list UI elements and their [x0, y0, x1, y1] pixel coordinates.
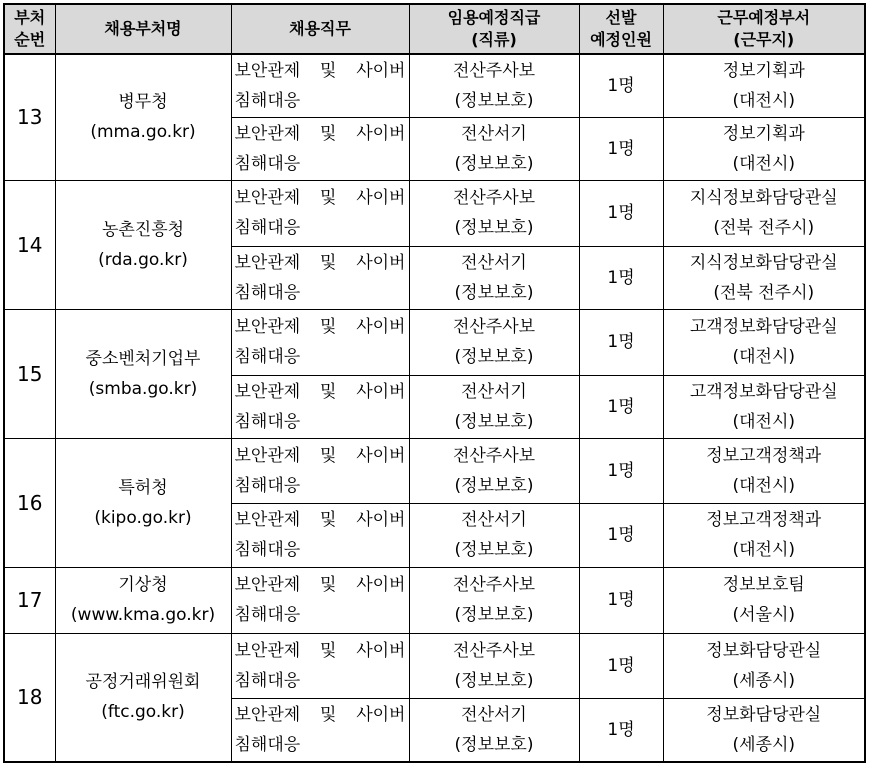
duty-cell — [231, 180, 409, 246]
agency-name-cell — [55, 567, 231, 633]
agency-order: 14 — [4, 180, 55, 309]
agency-website: (smba.go.kr) — [88, 378, 198, 399]
duty-word: 보안관제 — [234, 704, 301, 725]
agency-order: 16 — [4, 438, 55, 567]
grade-cell — [409, 180, 579, 246]
duty-word: 및 — [319, 704, 337, 725]
duty-line2: 침해대응 — [234, 153, 301, 174]
agency-website: (rda.go.kr) — [98, 249, 188, 270]
duty-word: 사이버 — [356, 510, 406, 530]
duty-word: 보안관제 — [234, 445, 301, 466]
department-cell — [663, 503, 865, 567]
duty-word: 및 — [319, 60, 337, 81]
grade-cell — [409, 438, 579, 503]
department: 정보보호팀 — [722, 575, 805, 595]
grade: 전산서기 — [461, 510, 527, 530]
duty-cell — [231, 438, 409, 503]
duty-cell — [231, 246, 409, 309]
grade: 전산서기 — [461, 123, 527, 144]
duty-line2: 침해대응 — [234, 218, 301, 238]
table-body — [4, 54, 865, 762]
agency-name: 기상청 — [118, 575, 168, 595]
duty-word: 사이버 — [356, 381, 406, 402]
job-series: (정보보호) — [454, 734, 534, 755]
duty-word: 보안관제 — [234, 317, 301, 337]
duty-word: 및 — [319, 123, 337, 144]
duty-word: 사이버 — [356, 188, 406, 208]
grade-cell — [409, 375, 579, 438]
duty-word: 보안관제 — [234, 252, 301, 273]
duty-word: 및 — [319, 381, 337, 402]
table-row — [4, 54, 865, 117]
job-series: (정보보호) — [454, 605, 534, 625]
grade-cell — [409, 633, 579, 698]
duty-cell — [231, 633, 409, 698]
department-cell — [663, 246, 865, 309]
department: 정보고객정책과 — [706, 445, 822, 466]
hiring-count: 1명 — [579, 567, 663, 633]
agency-website: (www.kma.go.kr) — [70, 605, 216, 625]
duty-line2: 침해대응 — [234, 734, 301, 755]
duty-line2: 침해대응 — [234, 540, 301, 560]
table-row — [4, 180, 865, 246]
department-cell — [663, 698, 865, 762]
grade: 전산서기 — [461, 381, 527, 402]
job-series: (정보보호) — [454, 282, 534, 303]
agency-order: 15 — [4, 309, 55, 438]
duty-line2: 침해대응 — [234, 347, 301, 367]
duty-word: 및 — [319, 445, 337, 466]
hiring-count: 1명 — [579, 54, 663, 117]
duty-word: 보안관제 — [234, 575, 301, 595]
duty-line2: 침해대응 — [234, 282, 301, 303]
duty-line2: 침해대응 — [234, 475, 301, 496]
grade-cell — [409, 246, 579, 309]
work-location: (대전시) — [732, 540, 796, 560]
duty-word: 보안관제 — [234, 640, 301, 661]
department: 고객정보화담당관실 — [689, 381, 838, 402]
grade-cell — [409, 54, 579, 117]
duty-word: 사이버 — [356, 445, 406, 466]
job-series: (정보보호) — [454, 218, 534, 238]
duty-word: 및 — [319, 510, 337, 530]
work-location: (세종시) — [732, 734, 796, 755]
work-location: (대전시) — [732, 475, 796, 496]
header-duty: 채용직무 — [231, 4, 409, 54]
table-row — [4, 633, 865, 698]
department: 고객정보화담당관실 — [689, 317, 838, 337]
hiring-count: 1명 — [579, 633, 663, 698]
agency-order: 17 — [4, 567, 55, 633]
duty-cell — [231, 309, 409, 375]
department-cell — [663, 567, 865, 633]
table-header-row — [4, 4, 865, 54]
grade: 전산주사보 — [452, 317, 536, 337]
grade-cell — [409, 698, 579, 762]
table-row — [4, 438, 865, 503]
agency-website: (mma.go.kr) — [90, 122, 196, 143]
duty-word: 및 — [319, 575, 337, 595]
grade: 전산서기 — [461, 704, 527, 725]
duty-word: 사이버 — [356, 704, 406, 725]
agency-name-cell — [55, 180, 231, 309]
work-location: (대전시) — [732, 347, 796, 367]
agency-website: (kipo.go.kr) — [94, 507, 192, 528]
hiring-count: 1명 — [579, 438, 663, 503]
agency-name-cell — [55, 54, 231, 180]
table-row — [4, 309, 865, 375]
duty-word: 보안관제 — [234, 381, 301, 402]
header-agency: 채용부처명 — [55, 4, 231, 54]
hiring-count: 1명 — [579, 180, 663, 246]
grade: 전산서기 — [461, 252, 527, 273]
grade: 전산주사보 — [452, 640, 536, 661]
department-cell — [663, 633, 865, 698]
agency-name: 특허청 — [118, 477, 168, 498]
department-cell — [663, 117, 865, 180]
agency-name: 병무청 — [118, 92, 168, 113]
agency-order: 18 — [4, 633, 55, 762]
grade: 전산주사보 — [452, 60, 536, 81]
header-department: 근무예정부서 (근무지) — [663, 4, 865, 54]
hiring-count: 1명 — [579, 117, 663, 180]
agency-name: 중소벤처기업부 — [85, 348, 201, 369]
header-order: 부처 순번 — [4, 4, 55, 54]
duty-word: 보안관제 — [234, 123, 301, 144]
job-series: (정보보호) — [454, 540, 534, 560]
header-grade: 임용예정직급 (직류) — [409, 4, 579, 54]
grade: 전산주사보 — [452, 188, 536, 208]
duty-word: 보안관제 — [234, 510, 301, 530]
hiring-count: 1명 — [579, 375, 663, 438]
hiring-count: 1명 — [579, 698, 663, 762]
department: 정보화담당관실 — [706, 704, 822, 725]
work-location: (세종시) — [732, 670, 796, 691]
duty-word: 사이버 — [356, 123, 406, 144]
duty-word: 사이버 — [356, 60, 406, 81]
work-location: (서울시) — [732, 605, 796, 625]
work-location: (대전시) — [732, 411, 796, 432]
grade-cell — [409, 309, 579, 375]
grade-cell — [409, 503, 579, 567]
agency-name-cell — [55, 309, 231, 438]
department-cell — [663, 54, 865, 117]
department-cell — [663, 309, 865, 375]
department: 정보화담당관실 — [706, 640, 822, 661]
duty-cell — [231, 567, 409, 633]
duty-cell — [231, 503, 409, 567]
duty-word: 보안관제 — [234, 60, 301, 81]
agency-order: 13 — [4, 54, 55, 180]
agency-name: 공정거래위원회 — [85, 672, 201, 693]
duty-word: 및 — [319, 252, 337, 273]
grade-cell — [409, 117, 579, 180]
hiring-count: 1명 — [579, 309, 663, 375]
work-location: (전북 전주시) — [713, 218, 815, 238]
job-series: (정보보호) — [454, 90, 534, 111]
job-series: (정보보호) — [454, 347, 534, 367]
department-cell — [663, 438, 865, 503]
duty-word: 사이버 — [356, 252, 406, 273]
agency-name-cell — [55, 633, 231, 762]
duty-line2: 침해대응 — [234, 605, 301, 625]
work-location: (대전시) — [732, 153, 796, 174]
duty-word: 및 — [319, 317, 337, 337]
job-series: (정보보호) — [454, 411, 534, 432]
duty-cell — [231, 117, 409, 180]
grade-cell — [409, 567, 579, 633]
duty-word: 및 — [319, 640, 337, 661]
department: 지식정보화담당관실 — [689, 188, 838, 208]
agency-website: (ftc.go.kr) — [101, 702, 185, 723]
header-count: 선발 예정인원 — [579, 4, 663, 54]
job-series: (정보보호) — [454, 670, 534, 691]
duty-line2: 침해대응 — [234, 670, 301, 691]
work-location: (대전시) — [732, 90, 796, 111]
agency-name: 농촌진흥청 — [101, 219, 185, 240]
department: 정보고객정책과 — [706, 510, 822, 530]
department: 정보기획과 — [722, 123, 805, 144]
duty-word: 사이버 — [356, 317, 406, 337]
agency-name-cell — [55, 438, 231, 567]
department: 정보기획과 — [722, 60, 805, 81]
department-cell — [663, 180, 865, 246]
duty-line2: 침해대응 — [234, 411, 301, 432]
department-cell — [663, 375, 865, 438]
duty-line2: 침해대응 — [234, 90, 301, 111]
hiring-count: 1명 — [579, 246, 663, 309]
duty-word: 사이버 — [356, 640, 406, 661]
duty-cell — [231, 698, 409, 762]
hiring-count: 1명 — [579, 503, 663, 567]
duty-word: 보안관제 — [234, 188, 301, 208]
recruitment-table — [3, 3, 866, 763]
job-series: (정보보호) — [454, 475, 534, 496]
department: 지식정보화담당관실 — [689, 252, 838, 273]
work-location: (전북 전주시) — [713, 282, 815, 303]
duty-cell — [231, 375, 409, 438]
table-row — [4, 567, 865, 633]
job-series: (정보보호) — [454, 153, 534, 174]
grade: 전산주사보 — [452, 445, 536, 466]
duty-word: 및 — [319, 188, 337, 208]
duty-cell — [231, 54, 409, 117]
grade: 전산주사보 — [452, 575, 536, 595]
duty-word: 사이버 — [356, 575, 406, 595]
